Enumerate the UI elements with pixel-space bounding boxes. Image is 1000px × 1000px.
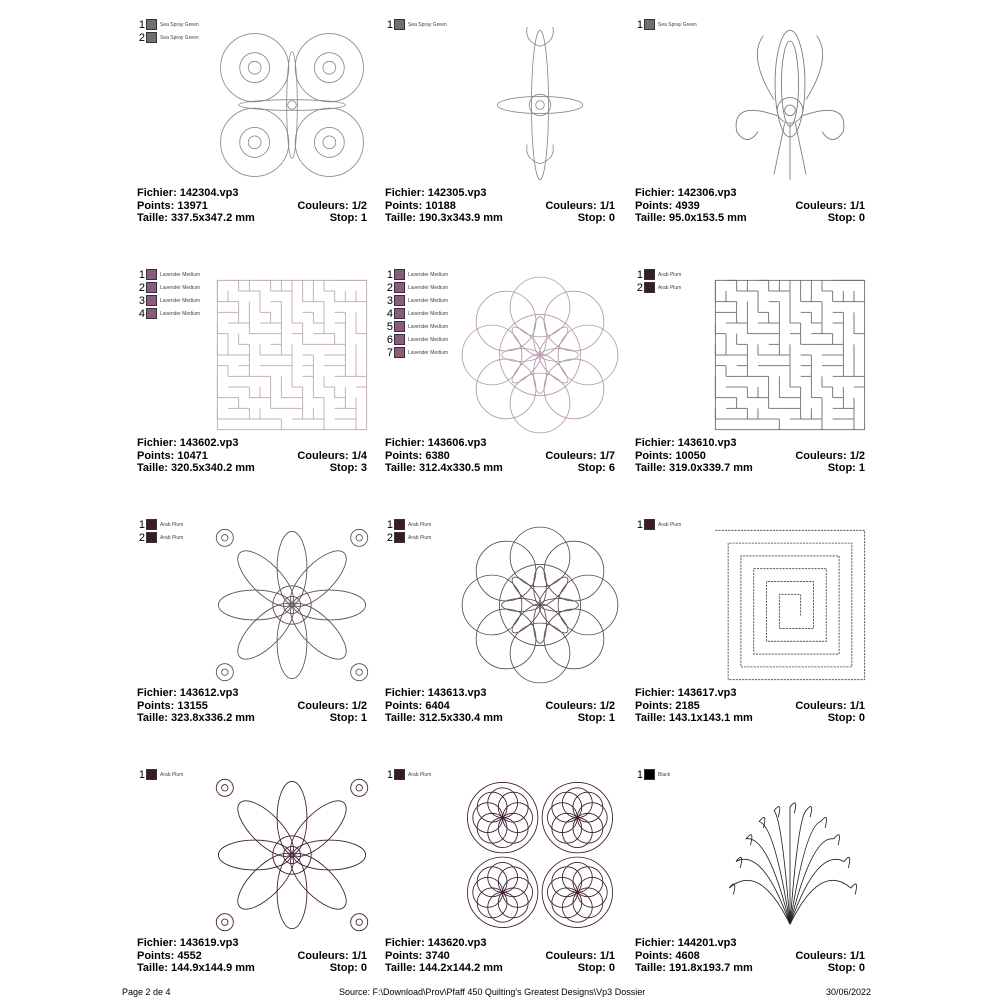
thread-legend: [635, 268, 681, 294]
stitch-points: Points: 3740: [385, 949, 450, 962]
design-size: Taille: 312.4x330.5 mm: [385, 462, 503, 474]
color-count: Couleurs: 1/1: [297, 949, 367, 962]
thread-number: 1: [138, 18, 145, 31]
thread-name: Sea Spray Green: [160, 34, 199, 41]
stitch-points: Points: 13155: [137, 699, 208, 712]
thread-row: [137, 281, 200, 294]
design-info: [137, 437, 367, 475]
design-card: [385, 261, 625, 511]
color-count: Couleurs: 1/2: [297, 199, 367, 212]
color-count: Couleurs: 1/4: [297, 449, 367, 462]
design-info: [385, 437, 615, 475]
thread-number: 1: [386, 518, 393, 531]
thread-number: 1: [636, 518, 643, 531]
flower-design-preview: [212, 775, 372, 935]
thread-name: Arab Plum: [160, 534, 184, 541]
color-count: Couleurs: 1/1: [795, 199, 865, 212]
thread-swatch: [146, 282, 157, 293]
file-name: Fichier: 144201.vp3: [635, 937, 737, 949]
thread-number: 2: [636, 281, 643, 294]
thread-number: 1: [386, 268, 393, 281]
design-card: [137, 11, 377, 261]
thread-row: [385, 307, 448, 320]
stitch-points: Points: 13971: [137, 199, 208, 212]
stitch-points: Points: 4552: [137, 949, 202, 962]
thread-swatch: [644, 19, 655, 30]
stop-count: Stop: 1: [827, 462, 865, 474]
design-info: [137, 187, 367, 225]
design-size: Taille: 319.0x339.7 mm: [635, 462, 753, 474]
thread-row: [137, 18, 199, 31]
stop-count: Stop: 0: [827, 962, 865, 974]
color-count: Couleurs: 1/1: [545, 199, 615, 212]
thread-row: [137, 307, 200, 320]
design-card: [635, 11, 875, 261]
file-name: Fichier: 143602.vp3: [137, 437, 239, 449]
design-info: [385, 687, 615, 725]
stitch-points: Points: 10050: [635, 449, 706, 462]
thread-name: Arab Plum: [658, 284, 682, 291]
thread-legend: [385, 18, 447, 31]
file-name: Fichier: 143606.vp3: [385, 437, 487, 449]
thread-swatch: [146, 519, 157, 530]
ornament-palmette-design-preview: [710, 25, 870, 185]
thread-swatch: [146, 19, 157, 30]
thread-name: Arab Plum: [408, 521, 432, 528]
thread-swatch: [146, 769, 157, 780]
color-count: Couleurs: 1/2: [297, 699, 367, 712]
thread-swatch: [394, 347, 405, 358]
thread-number: 4: [386, 307, 393, 320]
design-info: [137, 937, 367, 975]
thread-legend: [137, 18, 199, 44]
ornament-cross-design-preview: [460, 25, 620, 185]
stitch-points: Points: 10188: [385, 199, 456, 212]
thread-swatch: [146, 308, 157, 319]
design-info: [385, 937, 615, 975]
thread-legend: [137, 518, 183, 544]
stop-count: Stop: 1: [329, 212, 367, 224]
thread-number: 3: [138, 294, 145, 307]
maze-design-preview: [710, 275, 870, 435]
file-name: Fichier: 142306.vp3: [635, 187, 737, 199]
thread-name: Black: [658, 771, 671, 778]
stop-count: Stop: 1: [329, 712, 367, 724]
design-card: [385, 761, 625, 1000]
design-size: Taille: 312.5x330.4 mm: [385, 712, 503, 724]
thread-legend: [137, 768, 183, 781]
rosette-design-preview: [460, 525, 620, 685]
thread-row: [635, 281, 681, 294]
thread-swatch: [394, 334, 405, 345]
thread-number: 6: [386, 333, 393, 346]
thread-name: Arab Plum: [658, 271, 682, 278]
thread-swatch: [146, 32, 157, 43]
design-size: Taille: 144.2x144.2 mm: [385, 962, 503, 974]
thread-row: [385, 268, 448, 281]
thread-number: 1: [138, 518, 145, 531]
thread-row: [385, 518, 431, 531]
thread-swatch: [644, 769, 655, 780]
thread-swatch: [394, 532, 405, 543]
thread-name: Lavender Medium: [408, 271, 449, 278]
thread-legend: [635, 768, 670, 781]
file-name: Fichier: 143610.vp3: [635, 437, 737, 449]
design-info: [635, 437, 865, 475]
stitch-points: Points: 2185: [635, 699, 700, 712]
thread-swatch: [394, 19, 405, 30]
thread-swatch: [644, 282, 655, 293]
file-name: Fichier: 143613.vp3: [385, 687, 487, 699]
thread-row: [385, 346, 448, 359]
color-count: Couleurs: 1/7: [545, 449, 615, 462]
design-size: Taille: 323.8x336.2 mm: [137, 712, 255, 724]
file-name: Fichier: 143612.vp3: [137, 687, 239, 699]
thread-name: Arab Plum: [160, 771, 184, 778]
thread-swatch: [394, 321, 405, 332]
color-count: Couleurs: 1/1: [795, 949, 865, 962]
ornament-scroll-design-preview: [212, 25, 372, 185]
stitch-points: Points: 4939: [635, 199, 700, 212]
file-name: Fichier: 143617.vp3: [635, 687, 737, 699]
page-number: Page 2 de 4: [122, 987, 171, 997]
stitch-points: Points: 6404: [385, 699, 450, 712]
design-card: [635, 761, 875, 1000]
thread-swatch: [146, 295, 157, 306]
thread-swatch: [644, 519, 655, 530]
thread-legend: [385, 768, 431, 781]
thread-number: 1: [386, 768, 393, 781]
source-path: Source: F:\Download\Prov\Pfaff 450 Quilting's Greatest Designs\Vp3 Dossier: [339, 987, 646, 997]
design-card: [385, 11, 625, 261]
thread-number: 1: [636, 268, 643, 281]
stop-count: Stop: 6: [577, 462, 615, 474]
thread-row: [385, 18, 447, 31]
thread-swatch: [644, 269, 655, 280]
stitch-points: Points: 6380: [385, 449, 450, 462]
file-name: Fichier: 143619.vp3: [137, 937, 239, 949]
thread-name: Sea Spray Green: [408, 21, 447, 28]
file-name: Fichier: 142305.vp3: [385, 187, 487, 199]
thread-row: [385, 294, 448, 307]
thread-name: Arab Plum: [408, 534, 432, 541]
thread-swatch: [394, 769, 405, 780]
stitch-points: Points: 10471: [137, 449, 208, 462]
thread-legend: [385, 518, 431, 544]
design-card: [385, 511, 625, 761]
color-count: Couleurs: 1/2: [795, 449, 865, 462]
design-size: Taille: 191.8x193.7 mm: [635, 962, 753, 974]
stop-count: Stop: 3: [329, 462, 367, 474]
thread-number: 2: [138, 281, 145, 294]
design-card: [635, 511, 875, 761]
thread-name: Lavender Medium: [160, 297, 201, 304]
thread-legend: [635, 18, 697, 31]
thread-row: [137, 294, 200, 307]
thread-name: Lavender Medium: [160, 310, 201, 317]
design-info: [635, 687, 865, 725]
color-count: Couleurs: 1/1: [795, 699, 865, 712]
design-size: Taille: 337.5x347.2 mm: [137, 212, 255, 224]
thread-number: 1: [636, 18, 643, 31]
design-card: [137, 761, 377, 1000]
design-size: Taille: 143.1x143.1 mm: [635, 712, 753, 724]
thread-number: 1: [636, 768, 643, 781]
thread-number: 2: [138, 31, 145, 44]
stop-count: Stop: 0: [577, 212, 615, 224]
file-name: Fichier: 143620.vp3: [385, 937, 487, 949]
thread-row: [385, 281, 448, 294]
thread-name: Lavender Medium: [408, 310, 449, 317]
thread-name: Lavender Medium: [408, 323, 449, 330]
design-size: Taille: 190.3x343.9 mm: [385, 212, 503, 224]
thread-swatch: [146, 532, 157, 543]
thread-swatch: [394, 282, 405, 293]
stop-count: Stop: 0: [577, 962, 615, 974]
print-date: 30/06/2022: [826, 987, 872, 997]
thread-name: Lavender Medium: [160, 271, 201, 278]
spiral-design-preview: [710, 525, 870, 685]
thread-number: 2: [386, 531, 393, 544]
thread-number: 1: [138, 768, 145, 781]
thread-name: Lavender Medium: [408, 336, 449, 343]
thread-legend: [635, 518, 681, 531]
design-size: Taille: 144.9x144.9 mm: [137, 962, 255, 974]
thread-legend: [385, 268, 448, 359]
design-info: [635, 187, 865, 225]
thread-row: [385, 768, 431, 781]
maze-design-preview: [212, 275, 372, 435]
thread-row: [137, 268, 200, 281]
stitch-points: Points: 4608: [635, 949, 700, 962]
design-info: [137, 687, 367, 725]
flower-design-preview: [212, 525, 372, 685]
stop-count: Stop: 0: [827, 712, 865, 724]
thread-number: 4: [138, 307, 145, 320]
thread-name: Sea Spray Green: [160, 21, 199, 28]
thread-swatch: [394, 308, 405, 319]
design-size: Taille: 95.0x153.5 mm: [635, 212, 747, 224]
fan-design-preview: [710, 775, 870, 935]
thread-row: [635, 18, 697, 31]
thread-row: [635, 268, 681, 281]
thread-number: 1: [386, 18, 393, 31]
stop-count: Stop: 0: [827, 212, 865, 224]
thread-swatch: [146, 269, 157, 280]
stop-count: Stop: 0: [329, 962, 367, 974]
thread-name: Lavender Medium: [160, 284, 201, 291]
design-size: Taille: 320.5x340.2 mm: [137, 462, 255, 474]
rosette-design-preview: [460, 275, 620, 435]
thread-row: [137, 768, 183, 781]
thread-name: Arab Plum: [160, 521, 184, 528]
thread-swatch: [394, 519, 405, 530]
four-circles-design-preview: [460, 775, 620, 935]
thread-name: Arab Plum: [658, 521, 682, 528]
thread-row: [137, 531, 183, 544]
thread-row: [385, 333, 448, 346]
color-count: Couleurs: 1/2: [545, 699, 615, 712]
thread-name: Lavender Medium: [408, 297, 449, 304]
design-card: [635, 261, 875, 511]
design-card: [137, 511, 377, 761]
thread-row: [137, 518, 183, 531]
stop-count: Stop: 1: [577, 712, 615, 724]
design-info: [635, 937, 865, 975]
thread-row: [385, 531, 431, 544]
thread-swatch: [394, 269, 405, 280]
thread-name: Arab Plum: [408, 771, 432, 778]
thread-legend: [137, 268, 200, 320]
thread-row: [385, 320, 448, 333]
thread-row: [635, 518, 681, 531]
design-card: [137, 261, 377, 511]
design-info: [385, 187, 615, 225]
thread-number: 2: [386, 281, 393, 294]
thread-name: Lavender Medium: [408, 284, 449, 291]
thread-number: 7: [386, 346, 393, 359]
thread-number: 2: [138, 531, 145, 544]
thread-swatch: [394, 295, 405, 306]
thread-number: 3: [386, 294, 393, 307]
thread-name: Sea Spray Green: [658, 21, 697, 28]
thread-row: [137, 31, 199, 44]
thread-number: 1: [138, 268, 145, 281]
file-name: Fichier: 142304.vp3: [137, 187, 239, 199]
thread-number: 5: [386, 320, 393, 333]
thread-name: Lavender Medium: [408, 349, 449, 356]
color-count: Couleurs: 1/1: [545, 949, 615, 962]
thread-row: [635, 768, 670, 781]
